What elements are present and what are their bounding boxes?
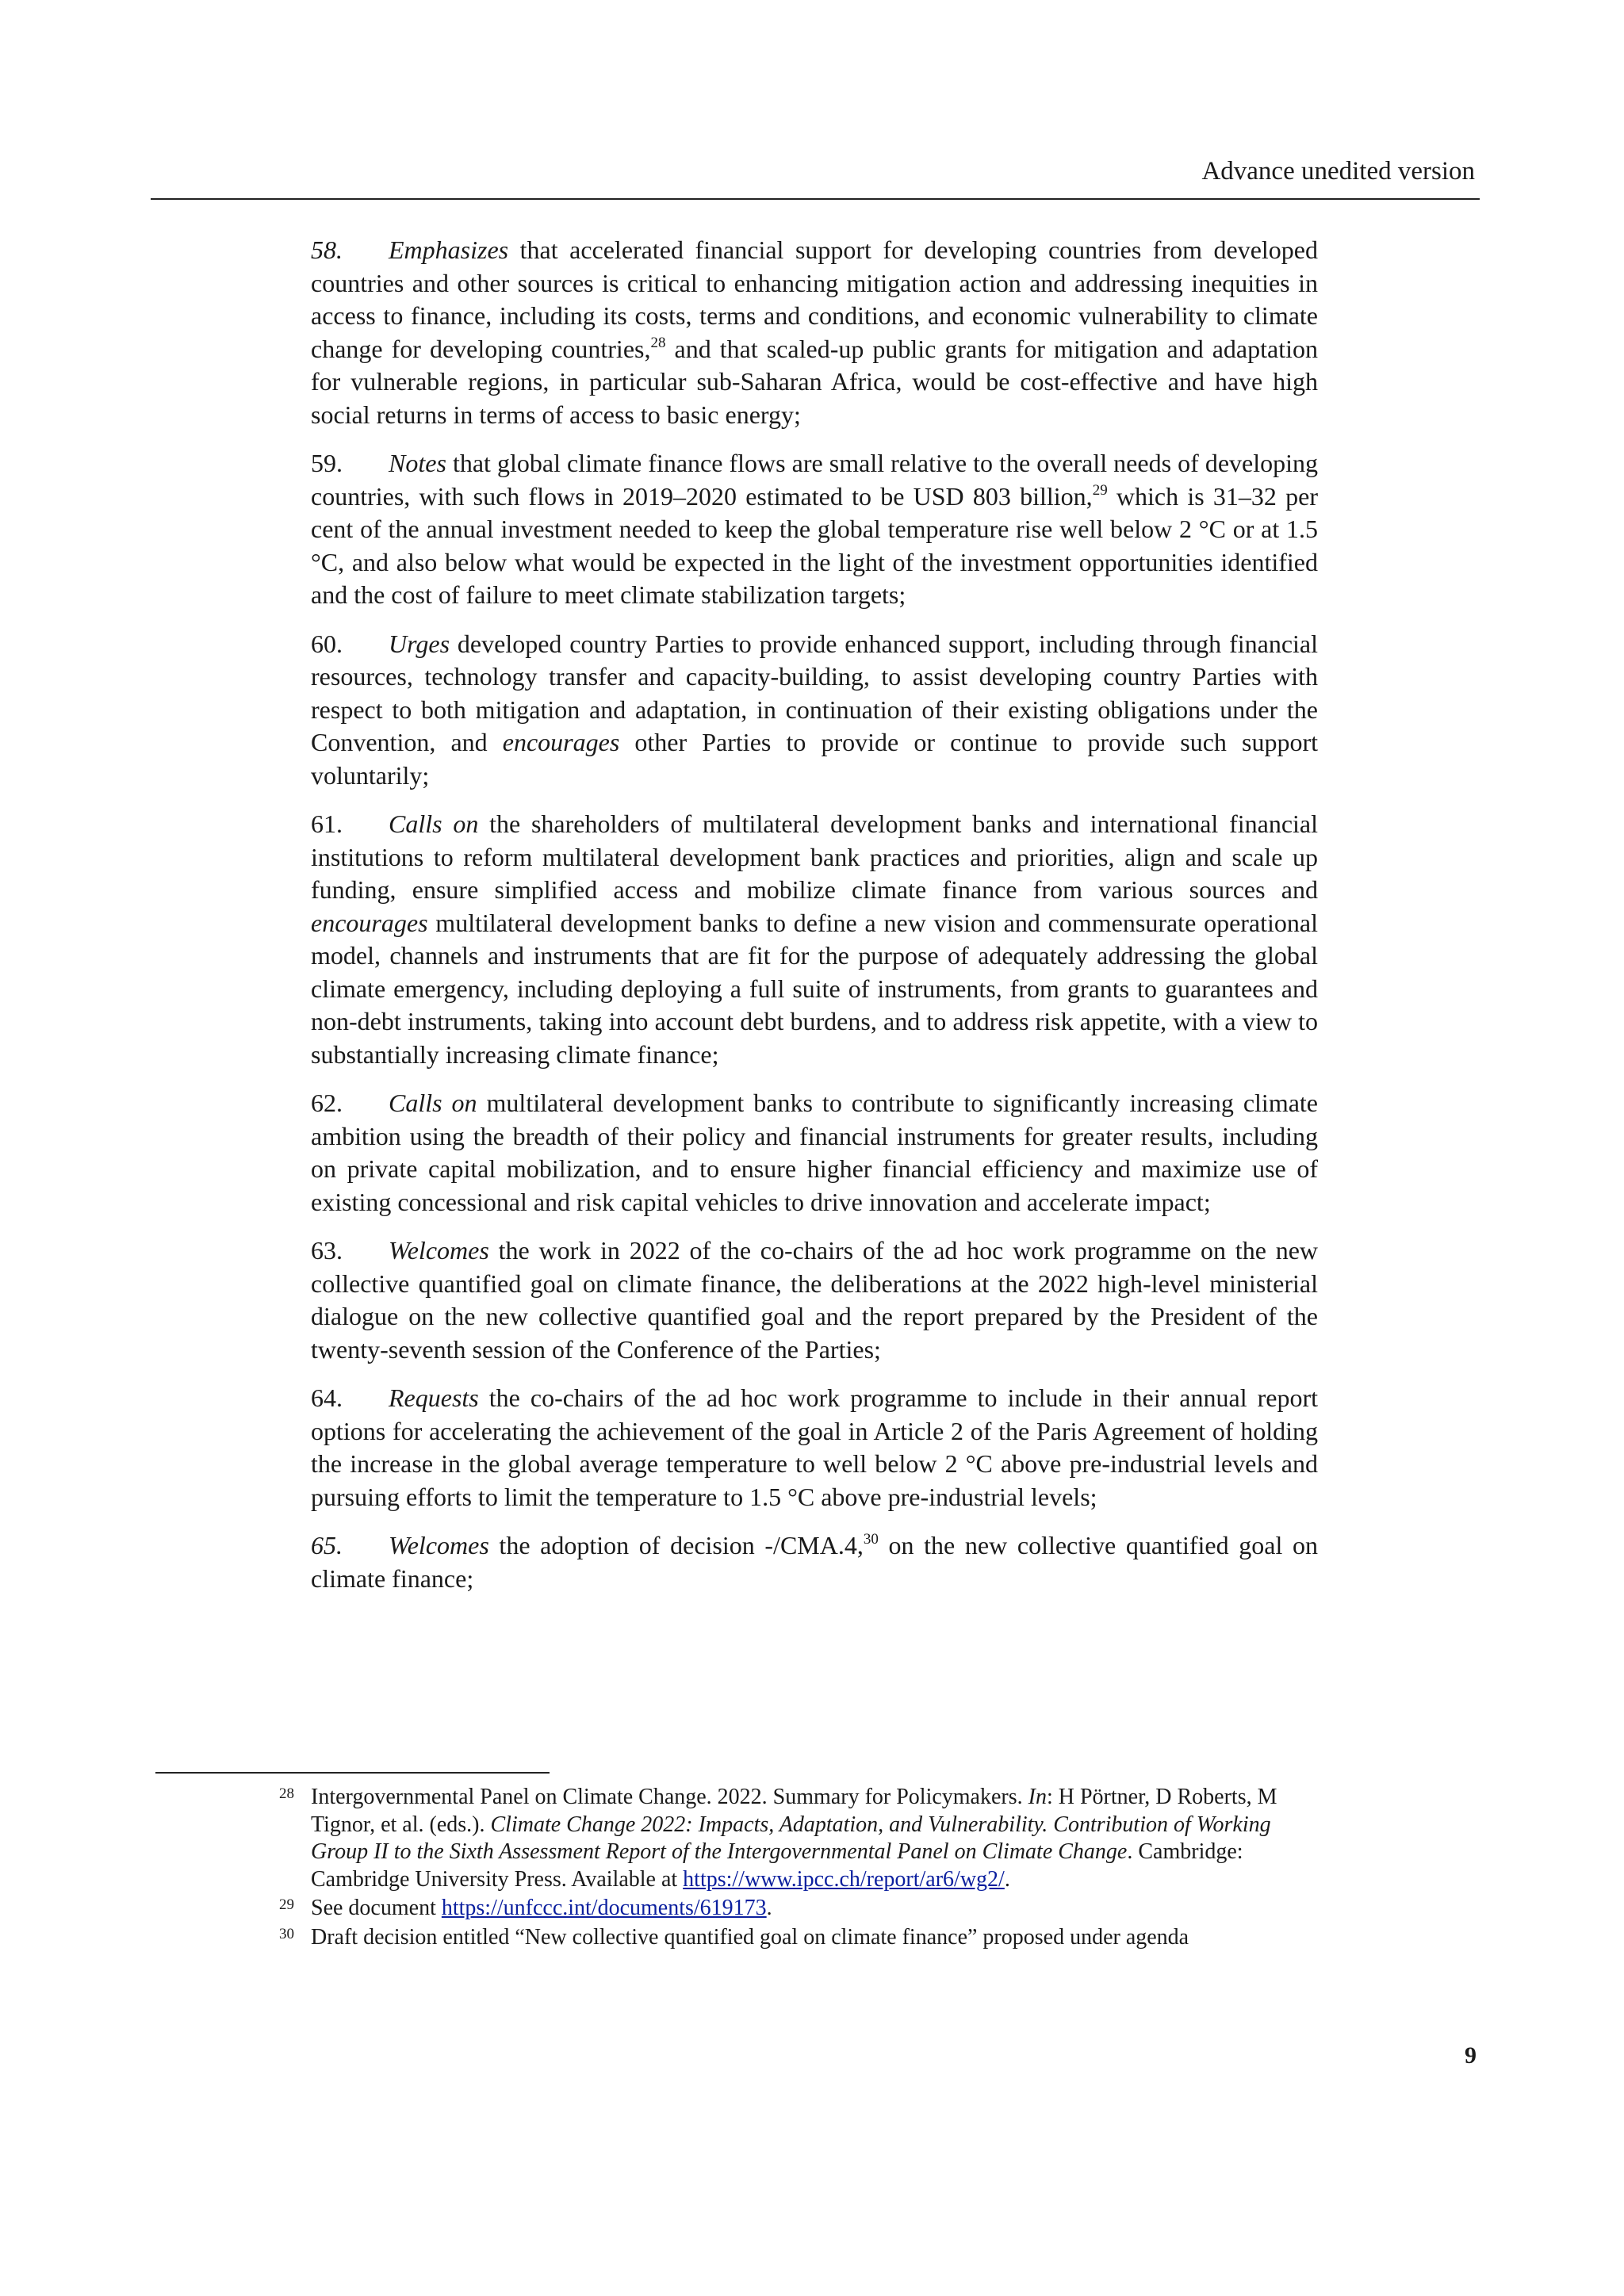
operative-verb: Calls on — [389, 1089, 477, 1117]
header-rule — [151, 198, 1480, 200]
paragraph-59 — [311, 447, 1318, 612]
paragraph-text: on the new collective quantified goal on climate finance; — [311, 1531, 1319, 1593]
paragraph-64 — [311, 1382, 1318, 1513]
paragraph-text: multilateral development banks to define a new vision and commensurate operational model, channels and instruments that are fit for the purpose of adequately addressing the global climate emergency, including deploying a full suite of instruments, from grants to guarantees and non-debt instruments, taking into account debt burdens, and to address risk appetite, with a view to substantially increasing climate finance; — [311, 908, 1318, 1069]
footnote-separator — [155, 1772, 550, 1774]
footnote-link[interactable]: https://www.ipcc.ch/report/ar6/wg2/ — [683, 1866, 1005, 1892]
operative-verb-secondary: encourages — [502, 728, 620, 756]
operative-verb: Urges — [389, 629, 450, 658]
footnote-28 — [279, 1784, 1318, 1893]
paragraph-number: 63. — [311, 1236, 343, 1265]
footnote-text: : H Pörtner, D Roberts, M Tignor, et al. (eds.). — [311, 1785, 1277, 1837]
footnote-text: . — [1004, 1866, 1010, 1892]
paragraph-number: 64. — [311, 1383, 343, 1412]
paragraph-text: that global climate finance flows are small relative to the overall needs of developing countries, with such flows in 2019–2020 estimated to be USD 803 billion, — [311, 449, 1318, 511]
paragraph-number: 58. — [311, 235, 343, 264]
footnote-30 — [279, 1924, 1318, 1952]
paragraph-number: 62. — [311, 1089, 343, 1117]
paragraph-text: the work in 2022 of the co-chairs of the ad hoc work programme on the new collective quantified goal on climate finance, the deliberations at the 2022 high-level ministerial dialogue on the new collective quantified goal and the report prepared by the President of the twenty-seventh session of the Conference of the Parties; — [311, 1236, 1318, 1364]
paragraph-number: 59. — [311, 449, 343, 477]
operative-verb: Requests — [389, 1383, 479, 1412]
paragraph-number: 65. — [311, 1531, 343, 1559]
paragraph-text: that accelerated financial support for developing countries from developed countries and other sources is critical to enhancing mitigation action and addressing inequities in access to finance, including its costs, terms and conditions, and economic vulnerability to climate change for developing countries, — [311, 235, 1318, 363]
paragraph-number: 61. — [311, 809, 343, 838]
paragraph-65 — [311, 1529, 1318, 1595]
footnote-text: Draft decision entitled “New collective quantified goal on climate finance” proposed under agenda — [311, 1924, 1189, 1950]
paragraph-text: which is 31–32 per cent of the annual investment needed to keep the global temperature rise well below 2 °C or at 1.5 °C, and also below what would be expected in the light of the investment opportunities identified and the cost of failure to meet climate stabilization targets; — [311, 481, 1319, 609]
footnote-text: . — [766, 1896, 772, 1920]
paragraph-61 — [311, 808, 1318, 1071]
paragraph-text: multilateral development banks to contribute to significantly increasing climate ambition using the breadth of their policy and financial instruments for greater results, including on private capital mobilization, and to ensure higher financial efficiency and maximize use of existing concessional and risk capital vehicles to drive innovation and accelerate impact; — [311, 1089, 1319, 1216]
footnote-number: 28 — [279, 1785, 294, 1802]
paragraph-text: the co-chairs of the ad hoc work programme to include in their annual report options for accelerating the achievement of the goal in Article 2 of the Paris Agreement of holding the increase in the global average temperature to well below 2 °C above pre-industrial levels and pursuing efforts to limit the temperature to 1.5 °C above pre-industrial levels; — [311, 1383, 1318, 1511]
document-body — [311, 234, 1318, 1611]
paragraph-text: and that scaled-up public grants for mitigation and adaptation for vulnerable regions, in particular sub-Saharan Africa, would be cost-effective and have high social returns in terms of access to basic energy; — [311, 334, 1319, 429]
operative-verb: Notes — [389, 449, 446, 477]
footnote-text: . Cambridge: Cambridge University Press. Available at — [311, 1839, 1243, 1892]
operative-verb: Welcomes — [389, 1531, 489, 1559]
footnote-italic: Climate Change 2022: Impacts, Adaptation, and Vulnerability. Contribution of Working Group II to the Sixth Assessment Report of the Intergovernmental Panel on Climate Change — [311, 1812, 1271, 1864]
footnote-italic: In — [1028, 1785, 1047, 1809]
footnote-link[interactable]: https://unfccc.int/documents/619173 — [441, 1896, 767, 1920]
footnote-text: Intergovernmental Panel on Climate Change. 2022. Summary for Policymakers. — [311, 1785, 1028, 1809]
footnote-ref[interactable]: 29 — [1092, 481, 1108, 499]
paragraph-text: the shareholders of multilateral development banks and international financial institutions to reform multilateral development bank practices and priorities, align and scale up funding, ensure simplified access and mobilize climate finance from various sources and — [311, 809, 1318, 904]
running-header: Advance unedited version — [1201, 157, 1475, 186]
paragraph-63 — [311, 1234, 1318, 1366]
paragraph-number: 60. — [311, 629, 343, 658]
operative-verb-secondary: encourages — [311, 908, 428, 937]
operative-verb: Emphasizes — [389, 235, 509, 264]
paragraph-text: developed country Parties to provide enhanced support, including through financial resources, technology transfer and capacity-building, to assist developing country Parties with respect to both mitigation and adaptation, in continuation of their existing obligations under the Convention, and — [311, 629, 1318, 756]
paragraph-60 — [311, 628, 1318, 793]
footnote-ref[interactable]: 30 — [863, 1531, 879, 1548]
footnote-text: See document — [311, 1896, 442, 1920]
paragraph-62 — [311, 1087, 1318, 1219]
paragraph-58 — [311, 234, 1318, 431]
page-number: 9 — [1465, 2042, 1477, 2068]
paragraph-text: other Parties to provide or continue to provide such support voluntarily; — [311, 728, 1319, 790]
operative-verb: Calls on — [389, 809, 479, 838]
footnote-number: 30 — [279, 1925, 294, 1942]
paragraph-text: the adoption of decision -/CMA.4, — [488, 1531, 864, 1559]
footnote-29 — [279, 1895, 1318, 1923]
footnote-ref[interactable]: 28 — [650, 334, 666, 351]
operative-verb: Welcomes — [389, 1236, 489, 1265]
footnote-number: 29 — [279, 1896, 294, 1913]
footnotes — [279, 1784, 1318, 1953]
